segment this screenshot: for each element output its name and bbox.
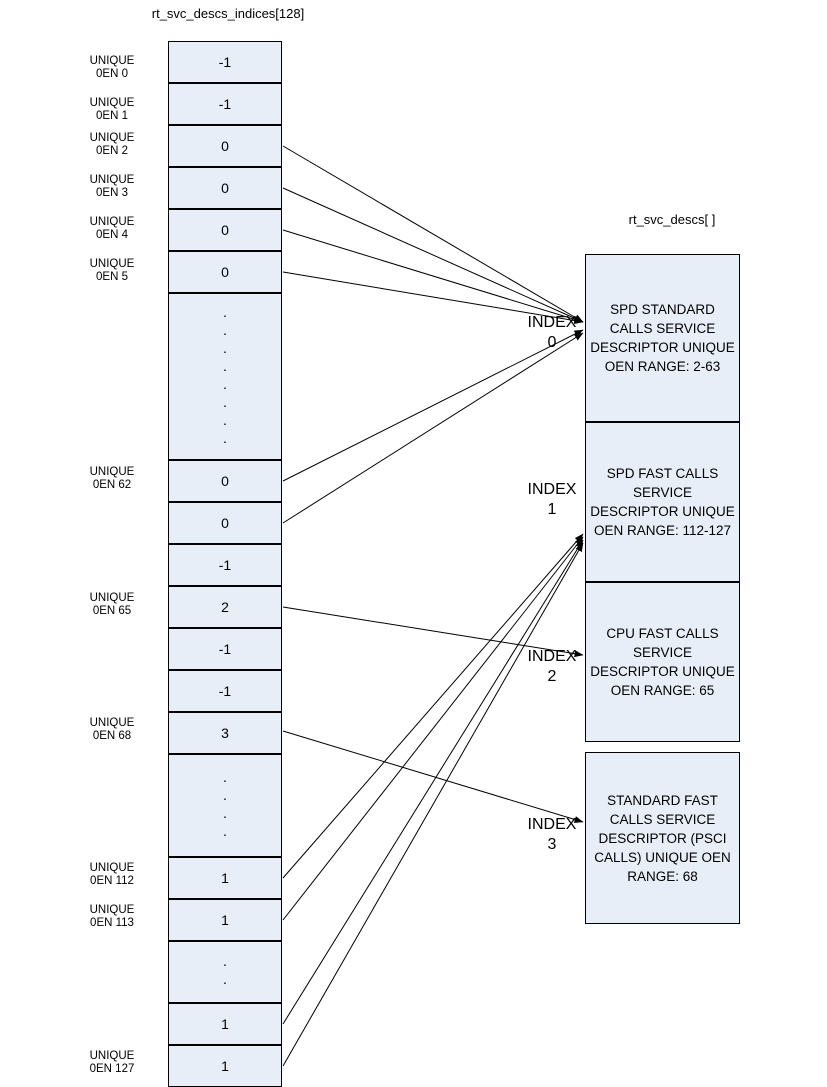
row-label: UNIQUE 0EN 3 (89, 174, 135, 199)
index-label-1 (512, 480, 592, 520)
array-cell: 0 (168, 209, 282, 251)
arrow-oen127-to-index1 (283, 543, 583, 1066)
row-label: UNIQUE 0EN 68 (89, 717, 135, 742)
row-label-line1: UNIQUE (89, 55, 135, 67)
array-cell: 1 (168, 899, 282, 941)
row-label: UNIQUE 0EN 1 (89, 97, 135, 122)
array-cell: 1 (168, 1003, 282, 1045)
array-cell: 0 (168, 251, 282, 293)
index-label-text: INDEX (527, 481, 577, 498)
index-label-0 (512, 313, 592, 353)
arrow-oen3-to-index0 (283, 188, 583, 322)
descriptor-box: SPD STANDARD CALLS SERVICE DESCRIPTOR UNIQUE OEN RANGE: 2-63 (585, 254, 740, 422)
index-label-number: 0 (547, 334, 557, 351)
row-label-line2: 0EN 0 (96, 68, 128, 80)
arrow-oen126-to-index1 (283, 540, 583, 1024)
array-cell: -1 (168, 41, 282, 83)
array-cell: 0 (168, 125, 282, 167)
row-label: UNIQUE 0EN 112 (89, 862, 135, 887)
descriptor-box: SPD FAST CALLS SERVICE DESCRIPTOR UNIQUE OEN RANGE: 112-127 (585, 422, 740, 582)
array-cell-ellipsis: . . . . (168, 754, 282, 857)
row-label: UNIQUE 0EN 4 (89, 216, 135, 241)
index-label-number: 1 (547, 501, 557, 518)
array-cell: 2 (168, 586, 282, 628)
arrow-oen2-to-index0 (283, 146, 583, 322)
descriptor-box: STANDARD FAST CALLS SERVICE DESCRIPTOR (PSCI CALLS) UNIQUE OEN RANGE: 68 (585, 752, 740, 924)
row-label: UNIQUE 0EN 65 (89, 592, 135, 617)
arrow-oen68-to-index3 (283, 731, 583, 822)
array-cell: 1 (168, 857, 282, 899)
right-array-title: rt_svc_descs[ ] (628, 212, 716, 227)
left-array-title: rt_svc_descs_indices[128] (151, 6, 305, 21)
index-label-number: 3 (547, 836, 557, 853)
index-label-2 (512, 647, 592, 687)
index-label-text: INDEX (527, 648, 577, 665)
descriptor-box: CPU FAST CALLS SERVICE DESCRIPTOR UNIQUE OEN RANGE: 65 (585, 582, 740, 742)
index-label-text: INDEX (527, 816, 577, 833)
array-cell: 0 (168, 502, 282, 544)
array-cell: -1 (168, 83, 282, 125)
array-cell-ellipsis: . . (168, 941, 282, 1003)
index-label-3 (512, 815, 592, 855)
array-cell: 3 (168, 712, 282, 754)
row-label: UNIQUE 0EN 2 (89, 132, 135, 157)
row-label (62, 55, 162, 81)
arrow-oen113-to-index1 (283, 537, 583, 920)
arrow-oen4-to-index0 (283, 230, 583, 322)
array-cell: 0 (168, 167, 282, 209)
row-label: UNIQUE 0EN 62 (89, 466, 135, 491)
array-cell: 0 (168, 460, 282, 502)
index-label-text: INDEX (527, 314, 577, 331)
row-label: UNIQUE 0EN 113 (89, 904, 135, 929)
array-cell: -1 (168, 628, 282, 670)
array-cell-ellipsis: . . . . . . . . (168, 293, 282, 460)
index-label-number: 2 (547, 668, 557, 685)
row-label: UNIQUE 0EN 5 (89, 258, 135, 283)
array-cell: -1 (168, 670, 282, 712)
row-label: UNIQUE 0EN 127 (89, 1050, 135, 1075)
array-cell: 1 (168, 1045, 282, 1087)
array-cell: -1 (168, 544, 282, 586)
